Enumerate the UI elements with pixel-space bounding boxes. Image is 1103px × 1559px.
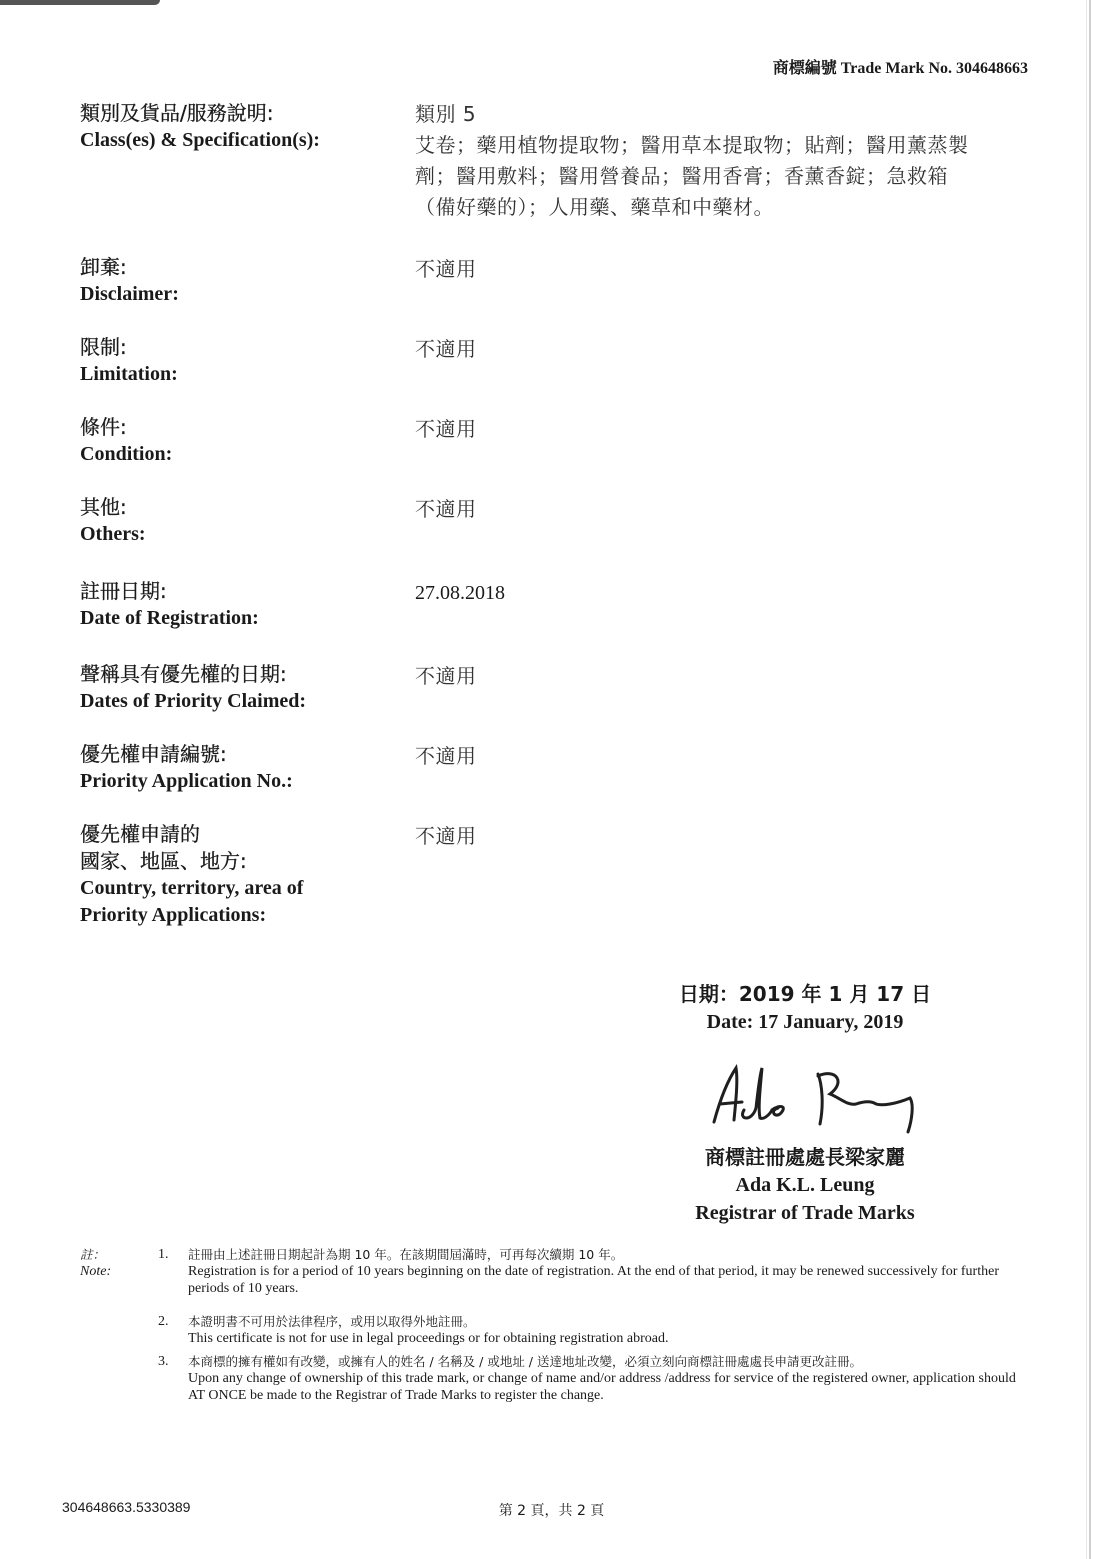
label-en: Date of Registration: — [80, 607, 259, 629]
label-zh: 其他: — [80, 495, 127, 519]
label-zh: 優先權申請編號: — [80, 742, 227, 766]
field-value — [415, 254, 1030, 286]
issue-date-zh: 日期：2019 年 1 月 17 日 — [678, 982, 932, 1006]
issue-date-block — [640, 980, 970, 1036]
field-label — [80, 821, 410, 929]
registrar-name: Ada K.L. Leung — [735, 1174, 875, 1196]
note-text-zh: 本商標的擁有權如有改變，或擁有人的姓名 / 名稱及 / 或地址 / 送達地址改變，必須立刻向商標註冊處處長申請更改註冊。 — [188, 1354, 862, 1369]
note-item — [158, 1313, 1018, 1347]
note-text-zh: 註冊由上述註冊日期起計為期 10 年。在該期間屆滿時，可再每次續期 10 年。 — [188, 1247, 624, 1262]
notes-title-zh: 註： — [80, 1247, 106, 1262]
note-number: 1. — [158, 1247, 169, 1262]
value-text: 27.08.2018 — [415, 582, 505, 604]
registrar-block — [640, 1143, 970, 1227]
label-zh: 優先權申請的 — [80, 822, 200, 846]
note-text-zh: 本證明書不可用於法律程序，或用以取得外地註冊。 — [188, 1314, 476, 1329]
specification-line: 艾卷；藥用植物提取物；醫用草本提取物；貼劑；醫用薰蒸製 — [415, 133, 969, 157]
label-en: Others: — [80, 523, 146, 545]
field-label — [80, 661, 410, 715]
note-text-en: Upon any change of ownership of this trade mark, or change of name and/or address /address for service of the registered owner, application should AT ONCE be made to the Registrar of Trade Marks to register the change. — [188, 1371, 1016, 1403]
label-zh: 聲稱具有優先權的日期: — [80, 662, 287, 686]
label-zh: 條件: — [80, 415, 127, 439]
label-zh-line2: 國家、地區、地方: — [80, 849, 247, 873]
field-label — [80, 741, 410, 795]
class-number: 類別 5 — [415, 102, 477, 126]
label-en: Condition: — [80, 443, 173, 465]
value-text: 不適用 — [415, 664, 477, 688]
notes-title — [80, 1246, 160, 1280]
note-text-en: Registration is for a period of 10 years beginning on the date of registration. At the end of that period, it may be renewed successively for further periods of 10 years. — [188, 1264, 999, 1296]
label-en: Class(es) & Specification(s): — [80, 129, 320, 151]
label-zh: 限制: — [80, 335, 127, 359]
notes-title-en: Note: — [80, 1264, 112, 1279]
label-en: Priority Application No.: — [80, 770, 293, 792]
note-number: 3. — [158, 1354, 169, 1369]
label-en: Country, territory, area of — [80, 877, 304, 899]
specification-line: （備好藥的）；人用藥、藥草和中藥材。 — [415, 195, 774, 219]
label-en: Limitation: — [80, 363, 178, 385]
field-value — [415, 99, 1030, 223]
label-zh: 類別及貨品/服務說明: — [80, 101, 274, 125]
label-en: Dates of Priority Claimed: — [80, 690, 307, 712]
label-zh: 註冊日期: — [80, 579, 167, 603]
note-item — [158, 1246, 1018, 1297]
value-text: 不適用 — [415, 417, 477, 441]
value-text: 不適用 — [415, 337, 477, 361]
note-text-en: This certificate is not for use in legal proceedings or for obtaining registration abroad. — [188, 1331, 669, 1346]
field-value — [415, 494, 1030, 526]
field-value — [415, 334, 1030, 366]
field-value — [415, 741, 1030, 773]
field-label — [80, 414, 410, 468]
registrar-title-en: Registrar of Trade Marks — [695, 1202, 915, 1224]
field-label — [80, 334, 410, 388]
value-text: 不適用 — [415, 257, 477, 281]
issue-date-en: Date: 17 January, 2019 — [706, 1011, 904, 1033]
document-id: 304648663.5330389 — [62, 1499, 191, 1515]
field-value — [415, 578, 1030, 609]
scan-edge-mark — [0, 0, 160, 5]
scan-border-line — [1089, 0, 1091, 1559]
label-en: Disclaimer: — [80, 283, 179, 305]
scan-border-line-inner — [1086, 0, 1087, 1559]
specification-line: 劑；醫用敷料；醫用營養品；醫用香膏；香薰香錠；急救箱 — [415, 164, 948, 188]
page-number: 第 2 頁，共 2 頁 — [498, 1503, 605, 1519]
registrar-title-zh: 商標註冊處處長梁家麗 — [705, 1145, 905, 1169]
label-zh: 卸棄: — [80, 255, 127, 279]
note-item — [158, 1353, 1018, 1404]
field-value — [415, 821, 1030, 853]
field-value — [415, 414, 1030, 446]
label-en-line2: Priority Applications: — [80, 904, 267, 926]
field-label — [80, 100, 410, 154]
value-text: 不適用 — [415, 744, 477, 768]
trade-mark-number: 商標編號 Trade Mark No. 304648663 — [772, 60, 1028, 77]
field-label — [80, 254, 410, 308]
registrar-signature — [700, 1060, 940, 1140]
note-number: 2. — [158, 1314, 169, 1329]
value-text: 不適用 — [415, 497, 477, 521]
field-label — [80, 494, 410, 548]
field-label — [80, 578, 410, 632]
value-text: 不適用 — [415, 824, 477, 848]
field-value — [415, 661, 1030, 693]
